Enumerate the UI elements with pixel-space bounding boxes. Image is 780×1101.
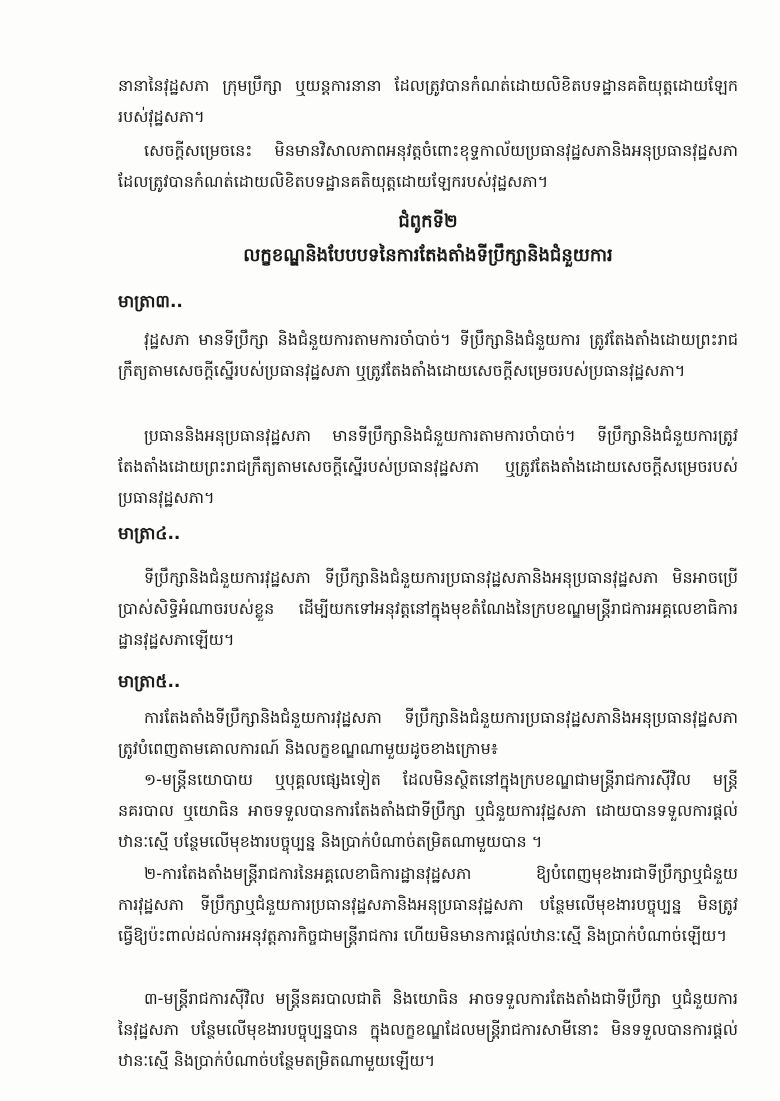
body-paragraph: នានានៃវុដ្ឋសភា ក្រុមប្រឹក្សា ឬយន្តការនានា ដែលត្រូវបានកំណត់ដោយលិខិតបទដ្ឋានគតិយុត្តដោយឡែករបស់វុដ្ឋសភា។ [118,76,738,126]
body-paragraph: វុដ្ឋសភា មានទីប្រឹក្សា និងជំនួយការតាមការចាំបាច់។ ទីប្រឹក្សានិងជំនួយការ ត្រូវតែងតាំងដោយព្រះរាជក្រឹត្យតាមសេចក្តីស្នើរបស់ប្រធានវុដ្ឋសភា ឬត្រូវតែងតាំងដោយសេចក្តីសម្រេចរបស់ប្រធានវុដ្ឋសភា។ [118,330,738,380]
list-item: ២-ការតែងតាំងមន្ត្រីរាជការនៃអគ្គលេខាធិការដ្ឋានវុដ្ឋសភា ឱ្យបំពេញមុខងារជាទីប្រឹក្សាឬជំនួយការវុដ្ឋសភា ទីប្រឹក្សាឬជំនួយការប្រធានវុដ្ឋសភានិងអនុប្រធានវុដ្ឋសភា បន្ថែមលើមុខងារបច្ចុប្បន្ន មិនត្រូវធ្វើឱ្យប៉ះពាល់ដល់ការអនុវត្តភារកិច្ចជាមន្ត្រីរាជការ ហើយមិនមានការផ្តល់ឋានៈស្មើ និងប្រាក់បំណាច់ឡើយ។ [118,864,738,945]
body-paragraph: ការតែងតាំងទីប្រឹក្សានិងជំនួយការវុដ្ឋសភា ទីប្រឹក្សានិងជំនួយការប្រធានវុដ្ឋសភានិងអនុប្រធានវុដ្ឋសភា ត្រូវបំពេញតាមគោលការណ៍ និងលក្ខខណ្ឌណាមួយដូចខាងក្រោម៖ [118,708,738,758]
list-item: ១-មន្ត្រីនយោបាយ ឬបុគ្គលផ្សេងទៀត ដែលមិនស្ថិតនៅក្នុងក្របខណ្ឌជាមន្ត្រីរាជការស៊ីវិល មន្ត្រីនគរបាល ឬយោធិន អាចទទួលបានការតែងតាំងជាទីប្រឹក្សា ឬជំនួយការវុដ្ឋសភា ដោយបានទទួលការផ្តល់ឋានៈស្មើ បន្ថែមលើមុខងារបច្ចុប្បន្ន និងប្រាក់បំណាច់តម្រិតណាមួយបាន ។ [118,770,738,851]
article-heading: មាត្រា៥.. [118,672,181,692]
article-heading: មាត្រា៤.. [118,524,181,544]
chapter-title: លក្ខខណ្ឌនិងបែបបទនៃការតែងតាំងទីប្រឹក្សានិងជំនួយការ [243,245,613,266]
article-heading: មាត្រា៣.. [118,292,183,312]
body-paragraph: ទីប្រឹក្សានិងជំនួយការវុដ្ឋសភា ទីប្រឹក្សានិងជំនួយការប្រធានវុដ្ឋសភានិងអនុប្រធានវុដ្ឋសភា មិនអាចប្រើប្រាស់សិទ្ធិអំណាចរបស់ខ្លួន ដើម្បីយកទៅអនុវត្តនៅក្នុងមុខតំណែងនៃក្របខណ្ឌមន្ត្រីរាជការអគ្គលេខាធិការដ្ឋានវុដ្ឋសភាឡើយ។ [118,568,738,649]
body-paragraph: សេចក្តីសម្រេចនេះ មិនមានវិសាលភាពអនុវត្តចំពោះខុទ្ទកាល័យប្រធានវុដ្ឋសភានិងអនុប្រធានវុដ្ឋសភា ដែលត្រូវបានកំណត់ដោយលិខិតបទដ្ឋានគតិយុត្តដោយឡែករបស់វុដ្ឋសភា។ [118,141,738,191]
body-paragraph: ប្រធាននិងអនុប្រធានវុដ្ឋសភា មានទីប្រឹក្សានិងជំនួយការតាមការចាំបាច់។ ទីប្រឹក្សានិងជំនួយការត្រូវតែងតាំងដោយព្រះរាជក្រឹត្យតាមសេចក្តីស្នើរបស់ប្រធានវុដ្ឋសភា ឬត្រូវតែងតាំងដោយសេចក្តីសម្រេចរបស់ប្រធានវុដ្ឋសភា។ [118,426,738,507]
chapter-number: ជំពូកទី២ [398,211,458,232]
list-item: ៣-មន្ត្រីរាជការស៊ីវិល មន្ត្រីនគរបាលជាតិ និងយោធិន អាចទទួលការតែងតាំងជាទីប្រឹក្សា ឬជំនួយការនៃវុដ្ឋសភា បន្ថែមលើមុខងារបច្ចុប្បន្នបាន ក្នុងលក្ខខណ្ឌដែលមន្ត្រីរាជការសាមីនោះ មិនទទួលបានការផ្តល់ឋានៈស្មើ និងប្រាក់បំណាច់បន្ថែមតម្រិតណាមួយឡើយ។ [118,989,738,1070]
